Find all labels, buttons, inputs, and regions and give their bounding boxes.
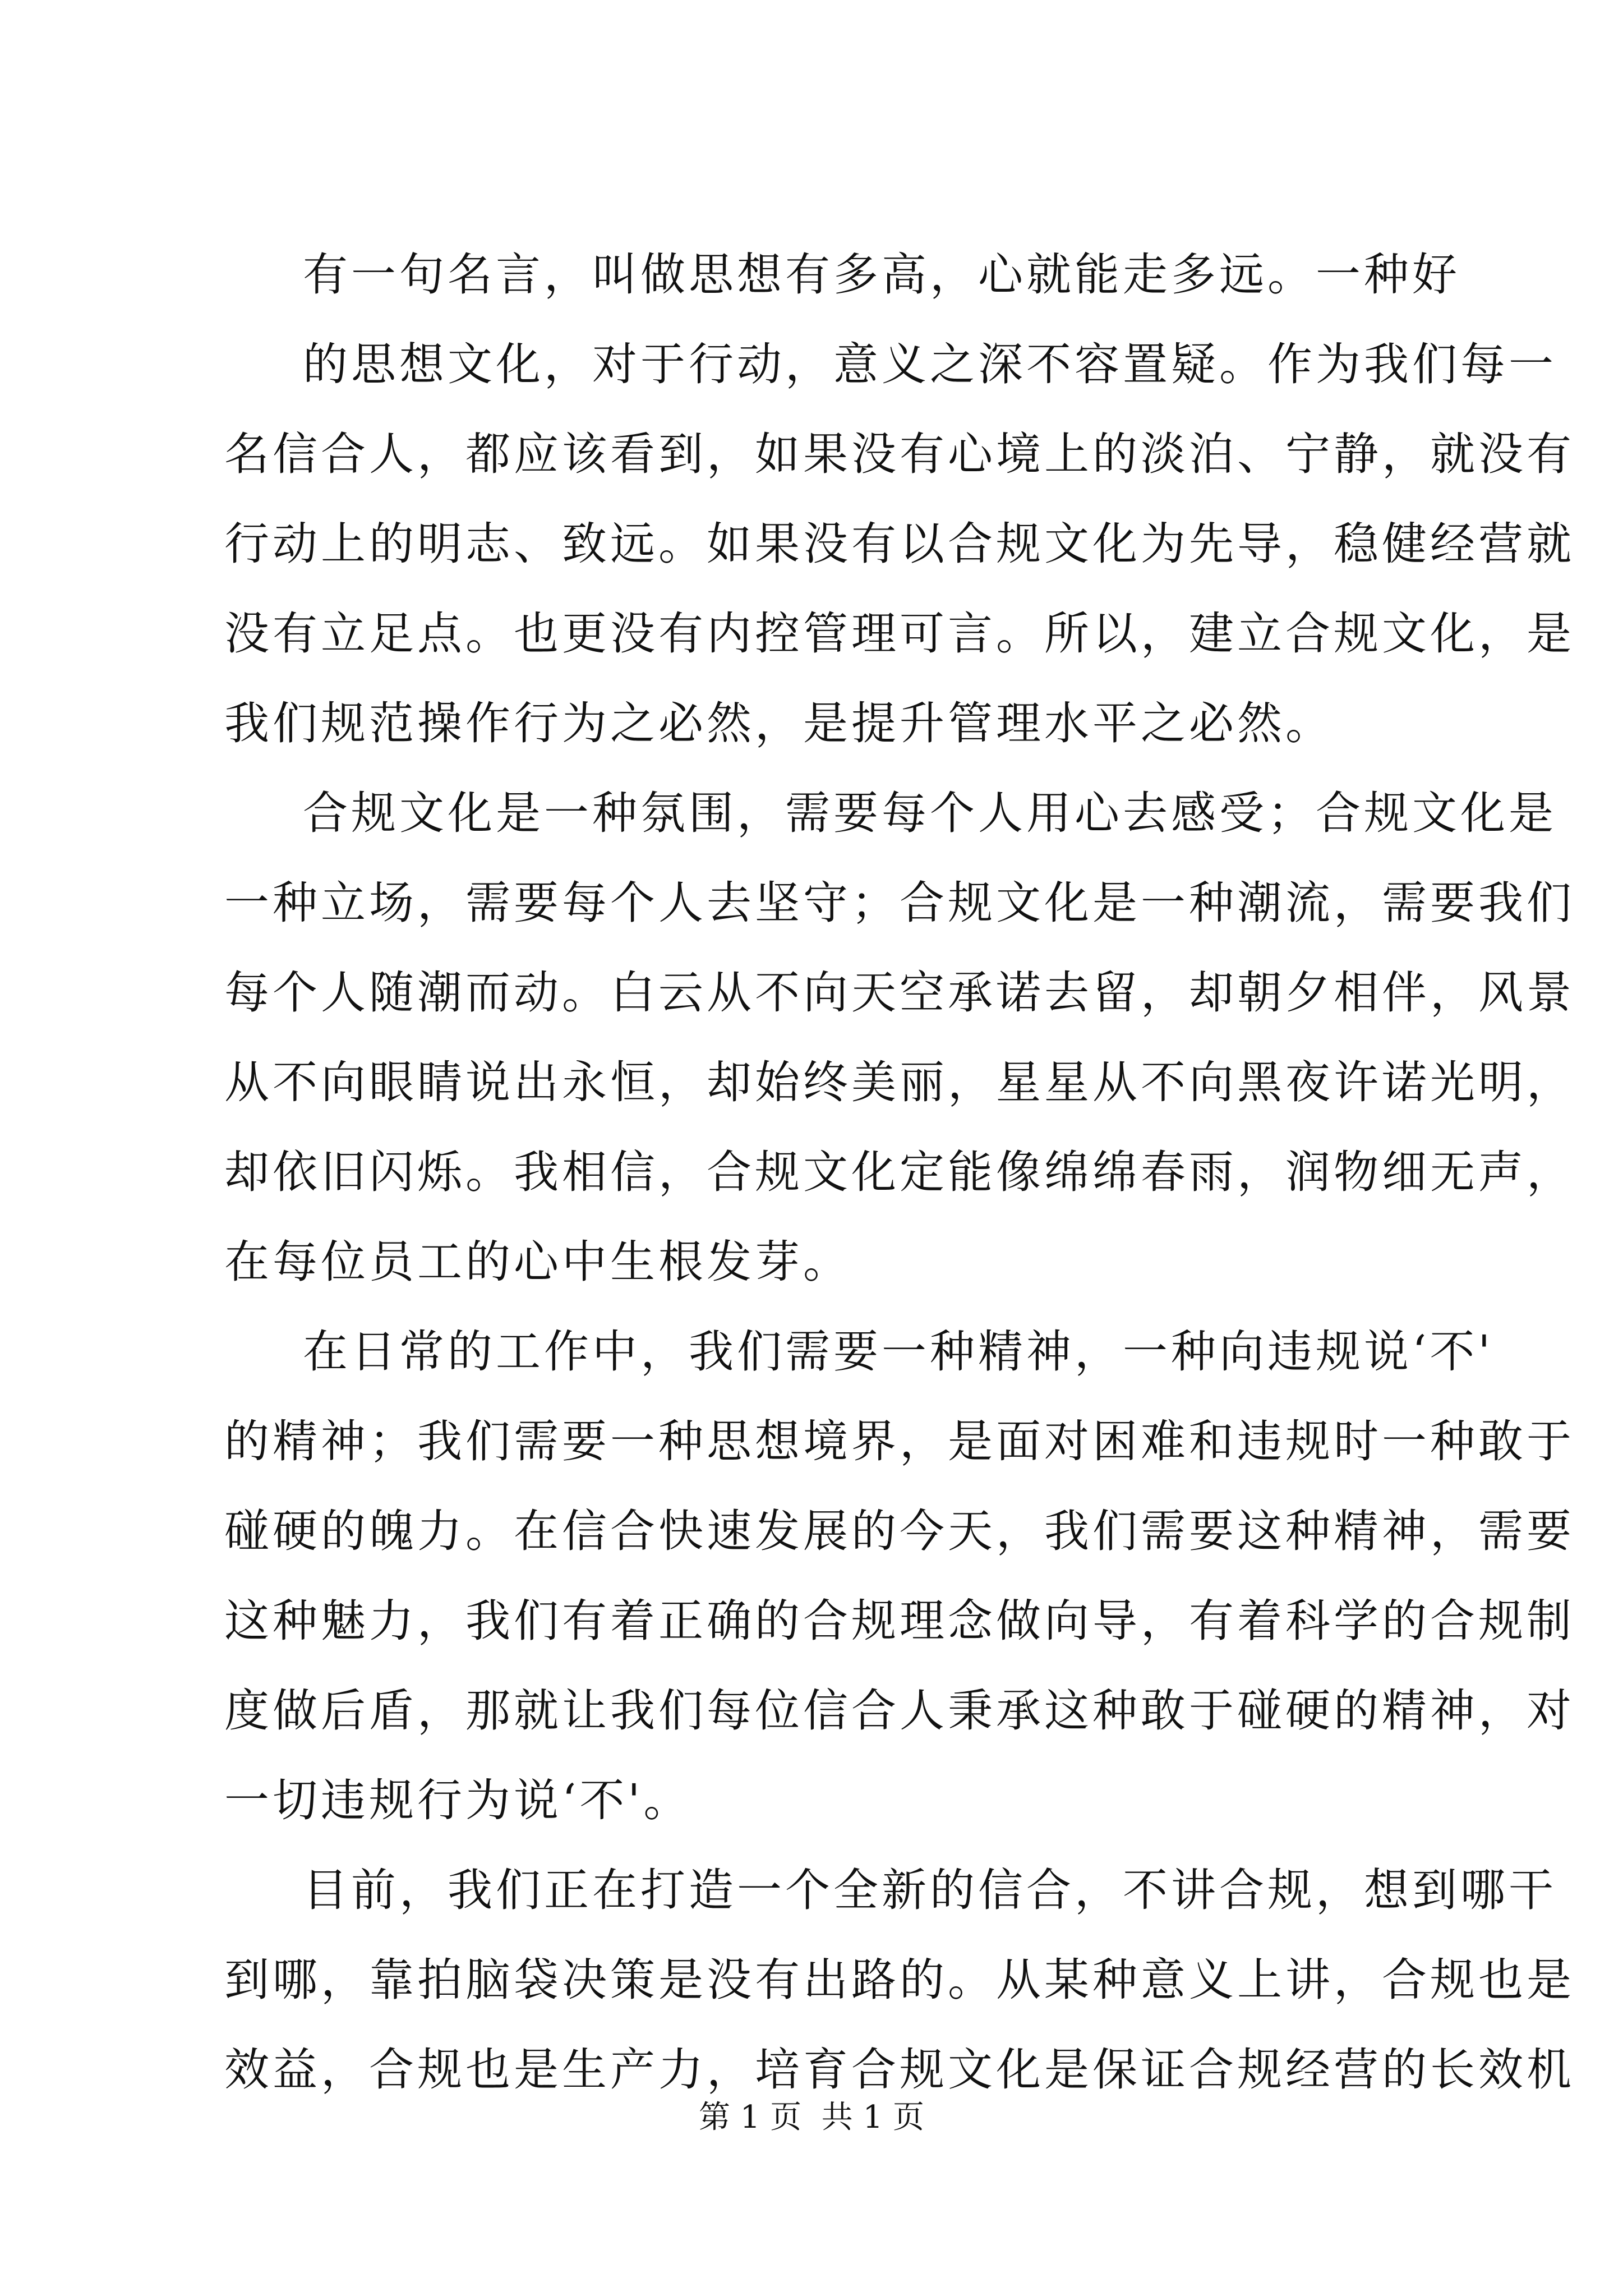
text-line: 一种立场，需要每个人去坚守；合规文化是一种潮流，需要我们 (224, 877, 1575, 929)
text-line: 碰硬的魄力。在信合快速发展的今天，我们需要这种精神，需要 (224, 1505, 1575, 1557)
text-line: 没有立足点。也更没有内控管理可言。所以，建立合规文化，是 (224, 608, 1575, 660)
text-line: 这种魅力，我们有着正确的合规理念做向导，有着科学的合规制 (224, 1595, 1575, 1647)
text-line: 在每位员工的心中生根发芽。 (224, 1236, 851, 1288)
text-line: 却依旧闪烁。我相信，合规文化定能像绵绵春雨，润物细无声， (224, 1146, 1575, 1198)
text-line: 每个人随潮而动。白云从不向天空承诺去留，却朝夕相伴，风景 (224, 967, 1575, 1019)
text-line: 到哪，靠拍脑袋决策是没有出路的。从某种意义上讲，合规也是 (224, 1954, 1575, 2006)
text-line: 合规文化是一种氛围，需要每个人用心去感受；合规文化是 (303, 787, 1557, 839)
text-line: 有一句名言，叫做思想有多高，心就能走多远。一种好 (303, 249, 1460, 301)
text-line: 目前，我们正在打造一个全新的信合，不讲合规，想到哪干 (303, 1864, 1557, 1916)
text-line: 行动上的明志、致远。如果没有以合规文化为先导，稳健经营就 (224, 518, 1575, 570)
text-line: 在日常的工作中，我们需要一种精神，一种向违规说‘不' (303, 1326, 1494, 1378)
text-line: 名信合人，都应该看到，如果没有心境上的淡泊、宁静，就没有 (224, 428, 1575, 480)
text-line: 度做后盾，那就让我们每位信合人秉承这种敢于碰硬的精神，对 (224, 1685, 1575, 1737)
page-number-label: 第 1 页 共 1 页 (698, 2099, 925, 2136)
text-line: 的精神；我们需要一种思想境界，是面对困难和违规时一种敢于 (224, 1415, 1575, 1467)
text-line: 从不向眼睛说出永恒，却始终美丽，星星从不向黑夜许诺光明， (224, 1056, 1575, 1108)
page-footer (0, 2095, 1623, 2140)
text-line: 效益，合规也是生产力，培育合规文化是保证合规经营的长效机 (224, 2044, 1575, 2096)
text-line: 一切违规行为说‘不'。 (224, 1774, 692, 1826)
text-line: 的思想文化，对于行动，意义之深不容置疑。作为我们每一 (303, 338, 1557, 390)
text-line: 我们规范操作行为之必然，是提升管理水平之必然。 (224, 697, 1334, 749)
